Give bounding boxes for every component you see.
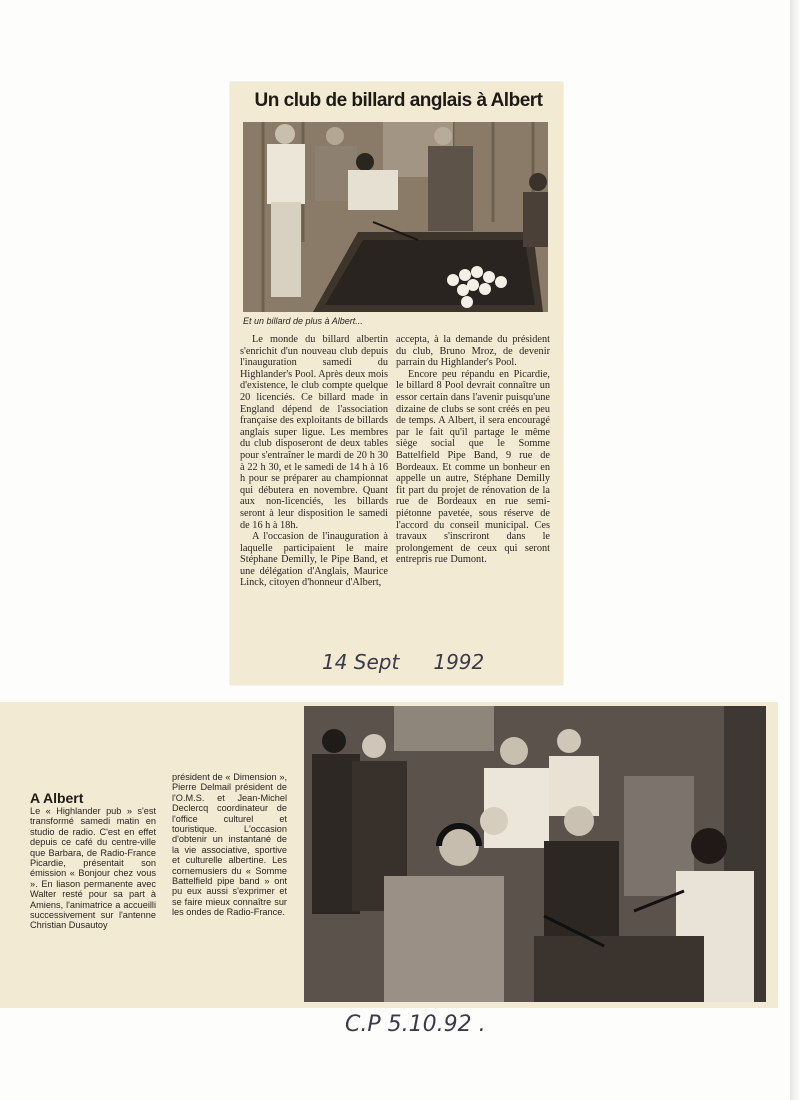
paragraph: A l'occasion de l'inauguration à laquelle participaient le maire Stéphane Demilly, le Pipe Band, et une délégation d'Anglais, Maurice Linck, citoyen d'honneur d'Albert, <box>240 531 388 589</box>
article-column-1: Le « Highlander pub » s'est transformé samedi matin en studio de radio. C'est en effet depuis ce café du centre-ville que Barbara, de Radio-France Picardie, présentait son émission « Bonjour chez vous ». En liason permanente avec Walter resté pour sa part à Amiens, l'animatrice a accueilli successivement sur l'antenne Christian Dusautoy <box>30 806 156 931</box>
billiard-photo-image <box>243 122 548 312</box>
handwritten-date <box>322 650 484 674</box>
radio-studio-photo <box>304 706 766 1002</box>
binder-edge <box>790 0 800 1100</box>
newspaper-clipping-radio <box>0 702 778 1008</box>
photo-caption: Et un billard de plus à Albert... <box>243 316 363 326</box>
article-column-1 <box>240 334 388 589</box>
radio-studio-photo-image <box>304 706 766 1002</box>
paragraph: accepta, à la demande du président du club, Bruno Mroz, de devenir parrain du Highlander's Pool. <box>396 334 550 369</box>
handwritten-day: 14 Sept <box>322 650 400 674</box>
article-column-2: président de « Dimension », Pierre Delmail président de l'O.M.S. et Jean-Michel Declercq coordinateur de l'office culturel et touristique. L'occasion d'obtenir un instantané de la vie associative, sportive et culturelle albertine. Les cornemusiers du « Somme Battelfield pipe band » ont pu eux aussi s'exprimer et se faire mieux connaître sur les ondes de Radio-France. <box>172 772 287 918</box>
article-headline: Un club de billard anglais à Albert <box>254 90 543 111</box>
article-column-2 <box>396 334 550 566</box>
paragraph: Encore peu répandu en Picardie, le billard 8 Pool devrait connaître un essor certain dans l'avenir puisqu'une dizaine de clubs se sont créés en peu de temps. A Albert, il sera encouragé par le fait qu'il partage le même siège social que le Somme Battelfield Pipe Band, 9 rue de Bordeaux. Et comme un bonheur en appelle un autre, Stéphane Demilly fit part du projet de rénovation de la rue de Bordeaux en rue semi-piétonne pavetée, sous réserve de l'accord du conseil municipal. Ces travaux s'inscriront dans le prolongement de ceux qui seront entrepris rue Dumont. <box>396 368 550 566</box>
paragraph: Le monde du billard albertin s'enrichit d'un nouveau club depuis l'inauguration samedi du Highlander's Pool. Après deux mois d'existence, le club compte quelque 20 licenciés. Ce billard made in England dépend de l'association française des exploitants de billards anglais super ligue. Les membres du club disposeront de deux tables pour s'entraîner le mardi de 20 h 30 à 22 h 30, et le samedi de 14 h à 16 h pour se préparer au championnat qui débutera en novembre. Quant aux non-licenciés, les billards seront à leur disposition le samedi de 16 h à 18h. <box>240 334 389 531</box>
article-heading: A Albert <box>30 790 84 806</box>
billiard-photo <box>243 122 548 312</box>
newspaper-clipping-billiard <box>230 82 563 685</box>
handwritten-year: 1992 <box>433 650 485 674</box>
handwritten-note: C.P 5.10.92 . <box>345 1012 486 1037</box>
